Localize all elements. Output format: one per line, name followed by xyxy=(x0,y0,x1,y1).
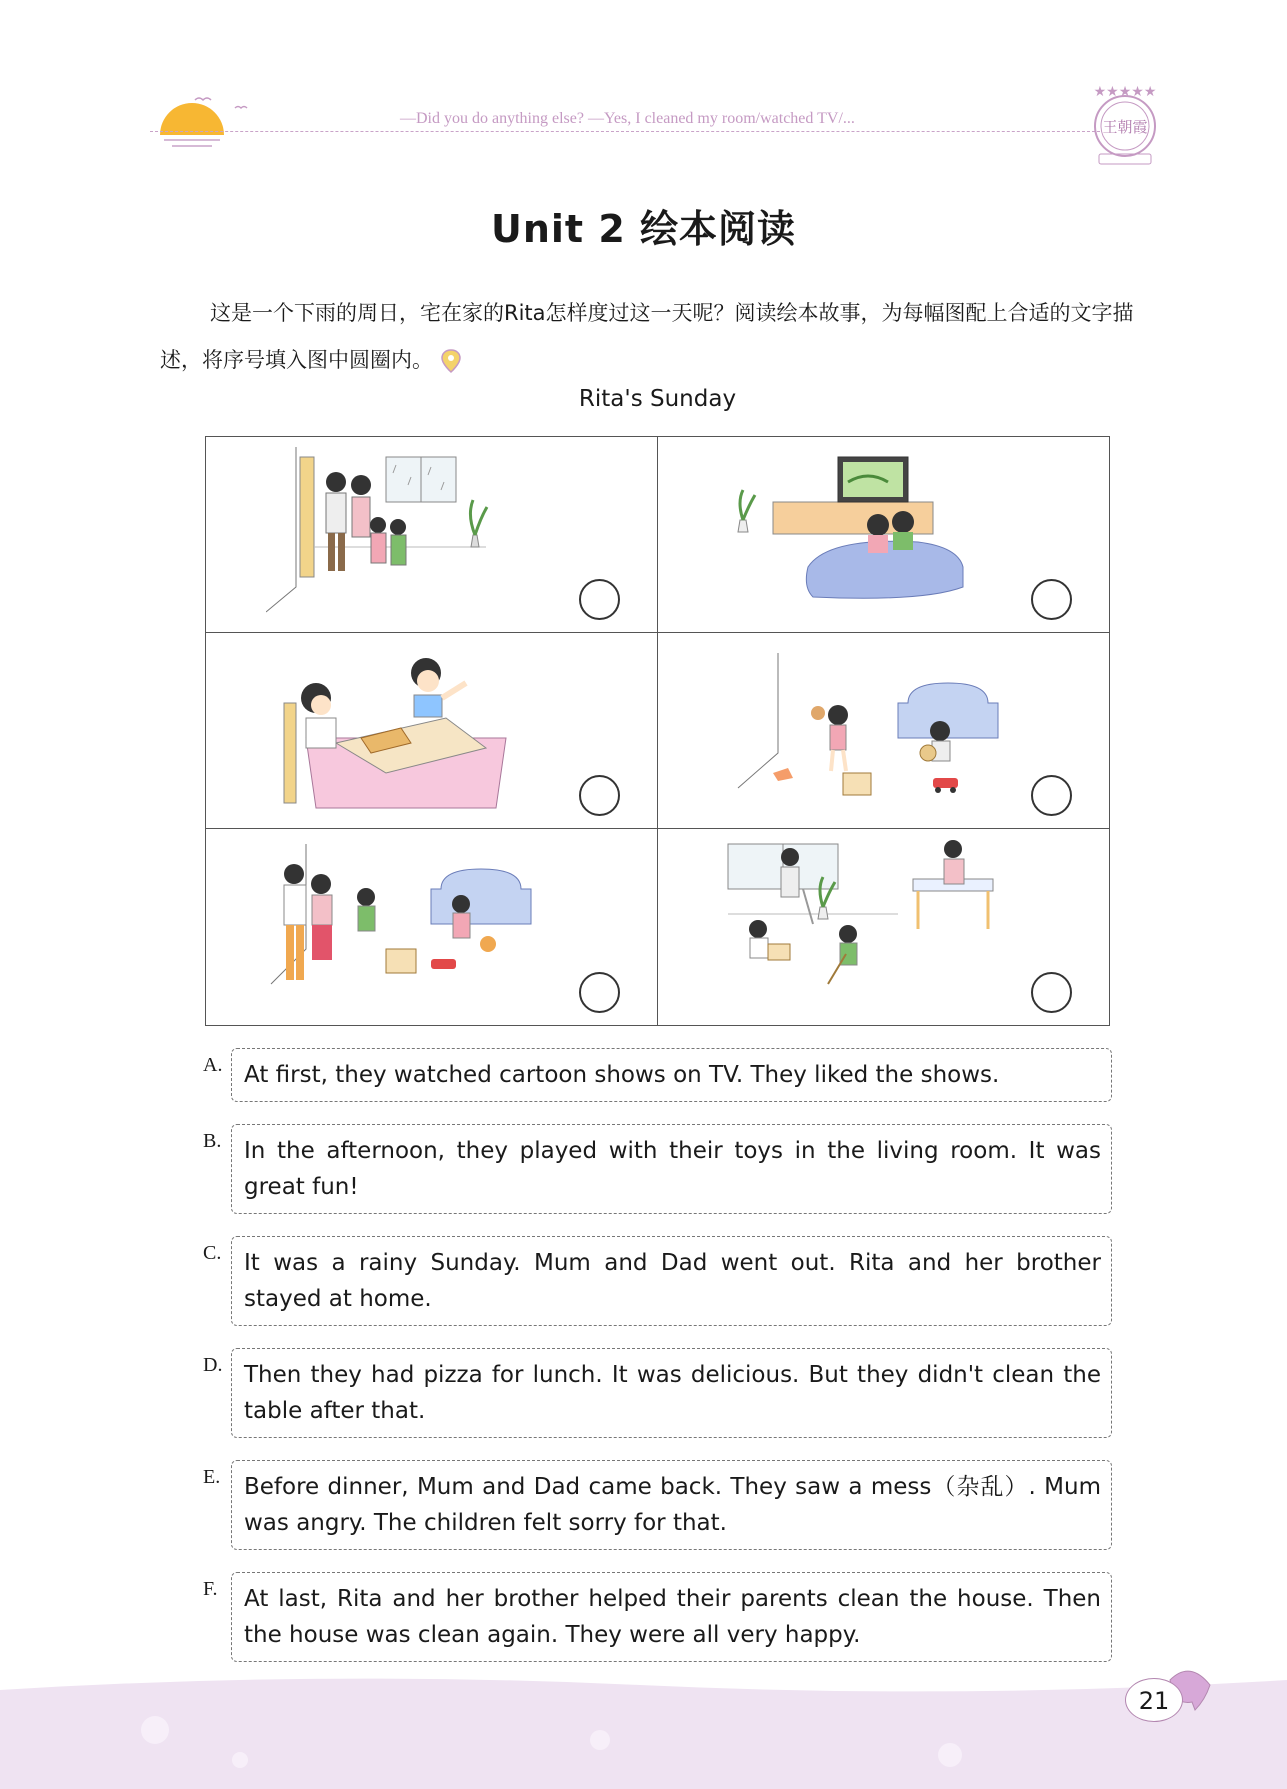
option-letter: B. xyxy=(203,1130,222,1152)
option-text: Then they had pizza for lunch. It was delicious. But they didn't clean the table after that. xyxy=(231,1348,1112,1438)
family-cleaning-house-icon xyxy=(718,839,1048,1009)
children-playing-toys-icon xyxy=(718,643,1048,813)
answer-circle-6[interactable] xyxy=(1031,972,1072,1013)
option-e xyxy=(200,1460,1112,1550)
option-text: At last, Rita and her brother helped their parents clean the house. Then the house was clean again. They were all very happy. xyxy=(231,1572,1112,1662)
picture-panel-1 xyxy=(206,437,658,633)
svg-text:王朝霞: 王朝霞 xyxy=(1102,118,1148,136)
option-c xyxy=(200,1236,1112,1326)
option-letter: C. xyxy=(203,1242,222,1264)
page-number: 21 xyxy=(1125,1678,1183,1722)
picture-panel-5 xyxy=(206,829,658,1025)
picture-panel-4 xyxy=(658,633,1110,829)
instructions xyxy=(160,290,1160,384)
answer-circle-5[interactable] xyxy=(579,972,620,1013)
children-eating-pizza-icon xyxy=(266,643,596,813)
option-a xyxy=(200,1048,1112,1102)
picture-panel-3 xyxy=(206,633,658,829)
parents-see-messy-room-icon xyxy=(266,839,596,1009)
answer-circle-2[interactable] xyxy=(1031,579,1072,620)
children-watching-tv-icon xyxy=(718,447,1048,617)
option-text: Before dinner, Mum and Dad came back. They saw a mess（杂乱）. Mum was angry. The children felt sorry for that. xyxy=(231,1460,1112,1550)
page-title: Unit 2 绘本阅读 xyxy=(491,207,796,251)
option-text: In the afternoon, they played with their toys in the living room. It was great fun! xyxy=(231,1124,1112,1214)
answer-circle-1[interactable] xyxy=(579,579,620,620)
svg-text:★★★★★: ★★★★★ xyxy=(1093,84,1157,100)
option-letter: D. xyxy=(203,1354,223,1376)
answer-circle-4[interactable] xyxy=(1031,775,1072,816)
instructions-text: 这是一个下雨的周日，宅在家的Rita怎样度过这一天呢？阅读绘本故事，为每幅图配上合适的文字描述，将序号填入图中圆圈内。 xyxy=(160,301,1134,372)
option-text: At first, they watched cartoon shows on TV. They liked the shows. xyxy=(231,1048,1112,1102)
option-letter: A. xyxy=(203,1054,223,1076)
sunset-icon xyxy=(150,90,250,150)
picture-grid xyxy=(205,436,1110,1026)
running-header: —Did you do anything else? —Yes, I cleaned my room/watched TV/... xyxy=(400,110,855,127)
family-at-door-rainy-window-icon xyxy=(266,447,596,617)
location-pin-icon xyxy=(440,348,462,374)
footer-wave-decoration xyxy=(0,1670,1287,1789)
header-divider xyxy=(150,131,1100,132)
answer-circle-3[interactable] xyxy=(579,775,620,816)
picture-panel-6 xyxy=(658,829,1110,1025)
brand-logo-icon xyxy=(1085,78,1165,168)
option-d xyxy=(200,1348,1112,1438)
picture-panel-2 xyxy=(658,437,1110,633)
option-letter: E. xyxy=(203,1466,221,1488)
option-b xyxy=(200,1124,1112,1214)
option-list xyxy=(200,1048,1112,1684)
option-letter: F. xyxy=(203,1578,218,1600)
story-title: Rita's Sunday xyxy=(578,386,737,412)
option-f xyxy=(200,1572,1112,1662)
option-text: It was a rainy Sunday. Mum and Dad went out. Rita and her brother stayed at home. xyxy=(231,1236,1112,1326)
